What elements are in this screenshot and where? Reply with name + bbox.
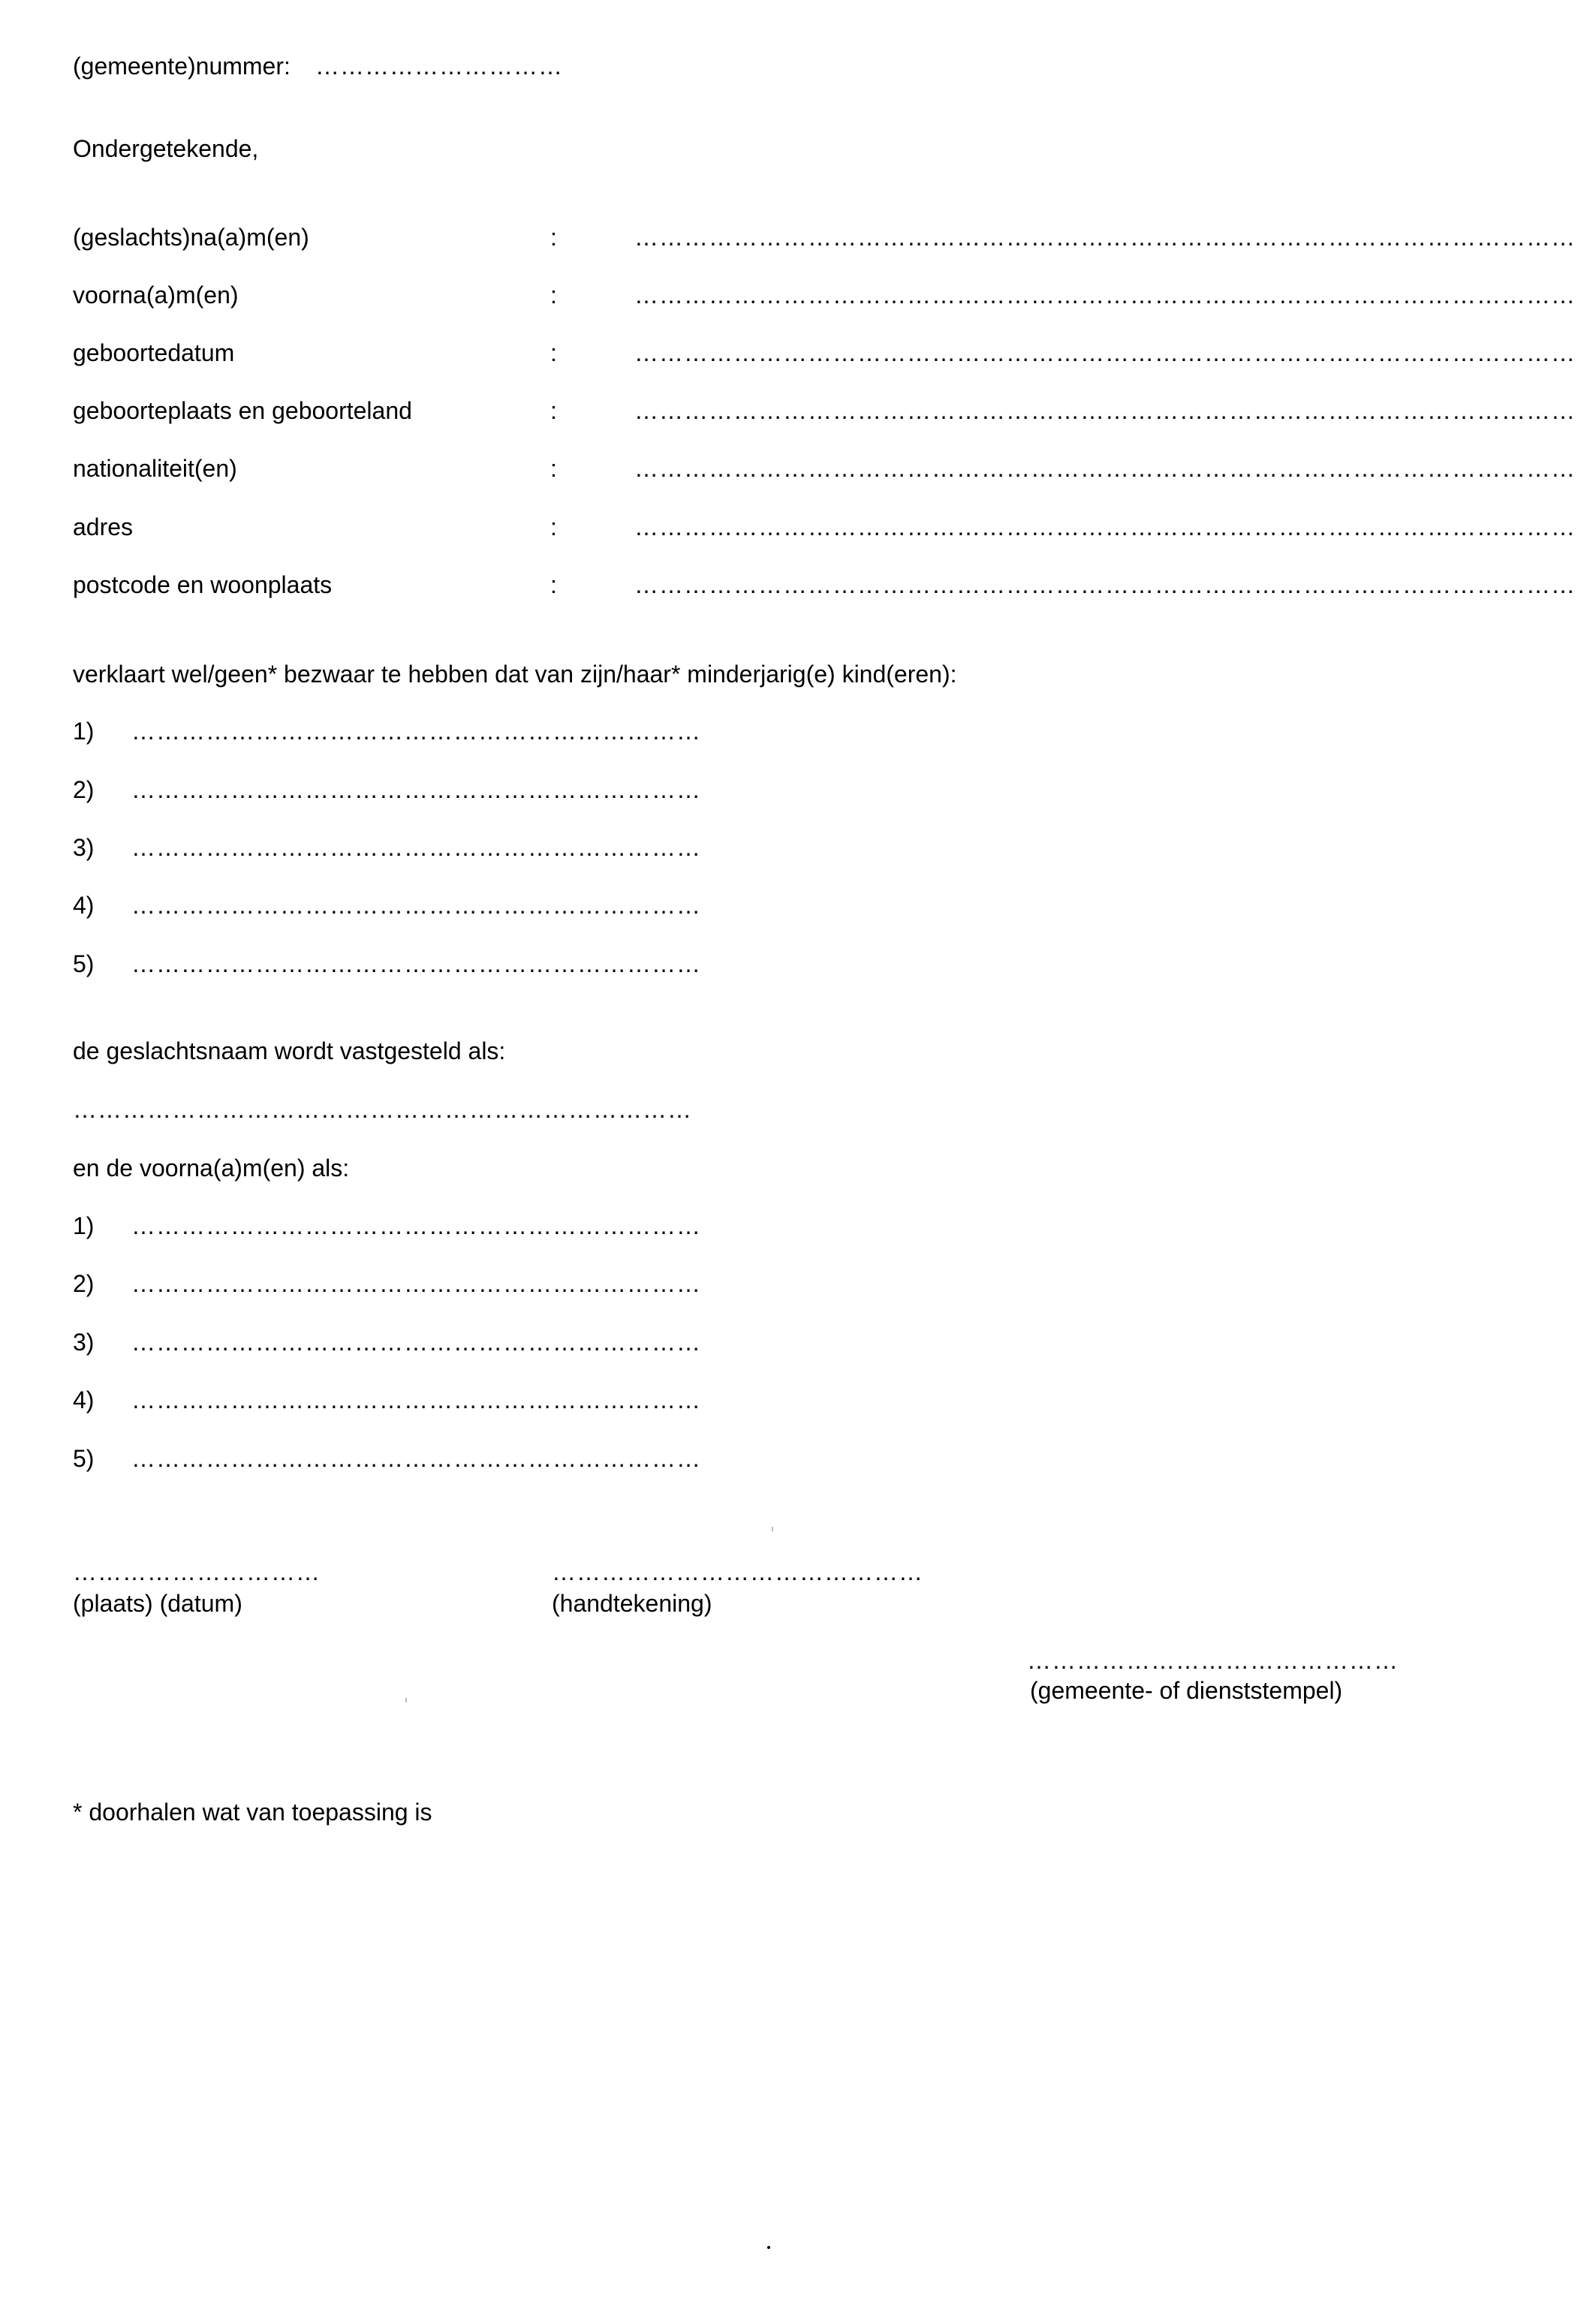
surname-input[interactable]: ………………………………………………………………… — [73, 1096, 692, 1123]
field-input-nationaliteit[interactable]: …………………………………………………………………………………………………… — [634, 455, 1576, 482]
firstname-input-3[interactable]: …………………………………………………………… — [131, 1329, 701, 1356]
firstnames-label: en de voorna(a)m(en) als: — [73, 1155, 350, 1182]
field-colon: : — [550, 397, 557, 424]
child-input-5[interactable]: …………………………………………………………… — [131, 950, 701, 977]
field-label-geboorteplaats: geboorteplaats en geboorteland — [73, 397, 412, 424]
field-input-geboortedatum[interactable]: …………………………………………………………………………………………………… — [634, 339, 1576, 366]
firstname-input-4[interactable]: …………………………………………………………… — [131, 1386, 701, 1413]
field-colon: : — [550, 513, 557, 540]
child-number: 4) — [73, 892, 95, 919]
child-input-1[interactable]: …………………………………………………………… — [131, 718, 701, 745]
child-input-4[interactable]: …………………………………………………………… — [131, 892, 701, 919]
field-colon: : — [550, 571, 557, 598]
scan-speck — [767, 2246, 770, 2249]
field-input-postcode-woonplaats[interactable]: …………………………………………………………………………………………………… — [634, 571, 1576, 598]
field-label-voornamen: voorna(a)m(en) — [73, 281, 239, 309]
surname-label: de geslachtsnaam wordt vastgesteld als: — [73, 1037, 506, 1064]
scan-speck — [772, 1527, 773, 1531]
firstname-number: 2) — [73, 1270, 95, 1297]
firstname-number: 1) — [73, 1212, 95, 1239]
firstname-input-1[interactable]: …………………………………………………………… — [131, 1212, 701, 1239]
child-number: 5) — [73, 950, 95, 977]
gemeentenummer-label: (gemeente)nummer: — [73, 53, 291, 80]
statement-text: verklaart wel/geen* bezwaar te hebben dat van zijn/haar* minderjarig(e) kind(eren): — [73, 661, 957, 688]
signature-line[interactable]: ……………………………………… — [552, 1558, 923, 1585]
field-colon: : — [550, 455, 557, 482]
child-input-3[interactable]: …………………………………………………………… — [131, 834, 701, 861]
child-input-2[interactable]: …………………………………………………………… — [131, 776, 701, 803]
firstname-number: 4) — [73, 1386, 95, 1413]
place-date-label: (plaats) (datum) — [73, 1590, 242, 1617]
field-label-geboortedatum: geboortedatum — [73, 339, 235, 366]
firstname-number: 3) — [73, 1329, 95, 1356]
field-input-voornamen[interactable]: …………………………………………………………………………………………………… — [634, 281, 1576, 309]
field-label-nationaliteit: nationaliteit(en) — [73, 455, 237, 482]
field-label-adres: adres — [73, 513, 134, 540]
field-label-postcode-woonplaats: postcode en woonplaats — [73, 571, 333, 598]
field-input-adres[interactable]: …………………………………………………………………………………………………… — [634, 513, 1576, 540]
signature-label: (handtekening) — [552, 1590, 712, 1617]
field-colon: : — [550, 224, 557, 251]
field-colon: : — [550, 339, 557, 366]
stamp-label: (gemeente- of dienststempel) — [1030, 1677, 1343, 1704]
intro-text: Ondergetekende, — [73, 135, 259, 162]
place-date-line[interactable]: ………………………… — [73, 1558, 321, 1585]
gemeentenummer-field[interactable]: ………………………… — [315, 53, 563, 80]
field-input-geslachtsnaam[interactable]: …………………………………………………………………………………………………… — [634, 224, 1576, 251]
field-colon: : — [550, 281, 557, 309]
firstname-input-5[interactable]: …………………………………………………………… — [131, 1445, 701, 1472]
firstname-input-2[interactable]: …………………………………………………………… — [131, 1270, 701, 1297]
child-number: 2) — [73, 776, 95, 803]
firstname-number: 5) — [73, 1445, 95, 1472]
field-input-geboorteplaats[interactable]: …………………………………………………………………………………………………… — [634, 397, 1576, 424]
child-number: 1) — [73, 718, 95, 745]
stamp-line[interactable]: ……………………………………… — [1027, 1647, 1399, 1674]
footnote: * doorhalen wat van toepassing is — [73, 1799, 432, 1826]
child-number: 3) — [73, 834, 95, 861]
field-label-geslachtsnaam: (geslachts)na(a)m(en) — [73, 224, 309, 251]
scan-speck — [405, 1698, 407, 1702]
